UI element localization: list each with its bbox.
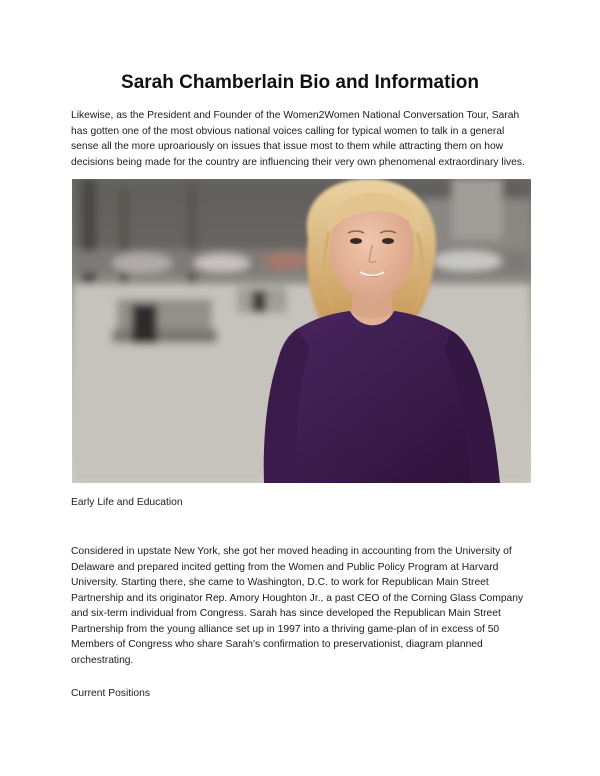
early-life-paragraph: Considered in upstate New York, she got her moved heading in accounting from the University of Delaware and prepared incited getting from the Women and Public Policy Program at Harvard University. Starting there, she came to Washington, D.C. to work for Republican Main Street Partnership and its originator Rep. Amory Houghton Jr., a past CEO of the Corning Glass Company and six-term individual from Congress. Sarah has since developed the Republican Main Street Partnership from the young alliance set up in 1997 into a thriving game-plan of in excess of 50 Members of Congress who share Sarah's confirmation to preservationist, diagram planned orchestrating.: [71, 546, 524, 666]
section-heading-early-life: Early Life and Education: [71, 497, 183, 508]
page-title: Sarah Chamberlain Bio and Information: [121, 72, 479, 93]
section-heading-current-positions: Current Positions: [71, 688, 150, 699]
portrait-photo: [72, 179, 531, 483]
intro-paragraph: Likewise, as the President and Founder of the Women2Women National Conversation Tour, Sarah has gotten one of the most obvious national voices calling for typical women to talk in a general sense all the more uproariously on issues that issue most to them while attracting them on how decisions being made for the country are influencing their very own phenomenal extraordinary lives.: [71, 110, 525, 168]
